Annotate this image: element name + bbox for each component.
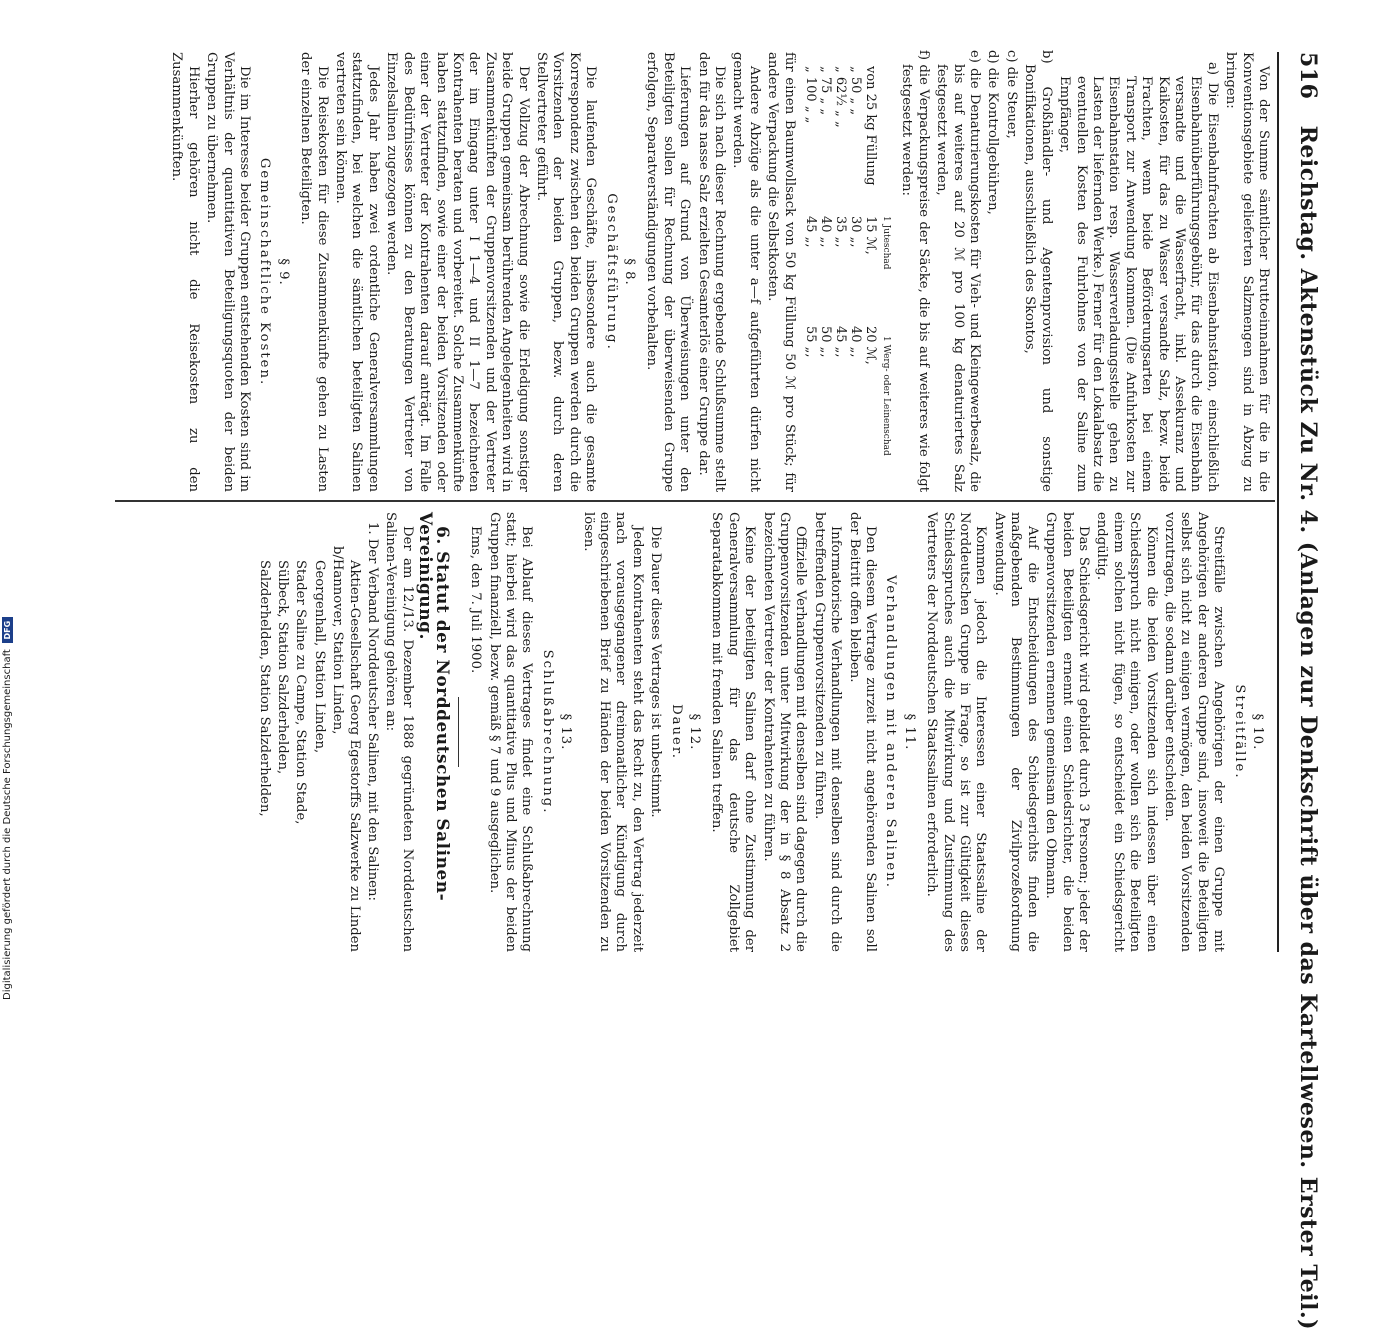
paragraph: Bei Ablauf dieses Vertrages findet eine Schlußabrechnung statt; hierbei wird das quantitative Plus und Minus der beiden Gruppen finanziell, bezw. gemäß § 7 und 9 ausgeglichen. [486,512,535,952]
list-item: Salzderhelden, Station Salzderhelden, [256,560,272,817]
table-cell: 50 „, [817,326,833,358]
section-heading: Dauer. [668,704,684,760]
paragraph: Lieferungen auf Grund von Überweisungen unter den Beteiligten sollen für Rechnung der überweisenden Gruppe erfolgen, Separatverständigungen vorbehalten. [644,52,693,492]
section-number: § 11. [901,713,917,751]
paragraph: Streitfälle zwischen Angehörigen der einen Gruppe mit Angehörigen der anderen Gruppe sind, insoweit die Beteiligten selbst sich nicht zu einigen vermögen, den beiden Vorsitzenden vorzutragen, die sodann darüber entscheiden. [1161,512,1227,952]
paragraph: Die im Interesse beider Gruppen entstehenden Kosten sind im Verhältnis der quantitativen Beteiligungsquoten der beiden Gruppen zu übernehmen. [204,52,253,492]
chapter-title: 6. Statut der Norddeutschen Salinen-Vereinigung. [415,512,452,902]
section-number: § 12. [687,713,702,751]
section-heading: Gemeinschaftliche Kosten. [257,157,273,387]
section-number: § 10. [1250,713,1265,751]
table-cell: 40 „, [817,216,833,248]
table-header-cell: 1 Werg- oder Leinenschad [881,336,892,456]
section-rule [458,697,459,767]
credit-text: Digitalisierung gefördert durch die Deutsche Forschungsgemeinschaft [1,649,13,1000]
table-cell: 55 „, [802,326,818,358]
section-heading: Geschäftsführung. [603,193,619,351]
table-cell: 20 ℳ, [862,326,878,365]
list-item: c) die Steuer, [1003,50,1019,139]
list-item: Sülbeck, Station Salzderhelden, [275,560,291,775]
right-column [253,512,1271,952]
list-item: Aktien-Gesellschaft Georg Egestorffs Salzwerke zu Linden b/Hannover, Station Linden, [330,546,362,952]
paragraph: Das Schiedsgericht wird gebildet durch 3 Personen; jeder der beiden Beteiligten ernennt einen Schiedsrichter, die beiden Gruppenvorsitzenden ernennen gemeinsam den Obmann. [1043,512,1091,952]
dfg-logo: DFG [2,617,13,643]
paragraph: Kommen jedoch die Interessen einer Staatssaline der Norddeutschen Gruppe in Frage, so ist zur Gültigkeit dieses Schiedsspruches auch die Mitwirkung und Zustimmung des Vertreters der Norddeutschen Staatssalinen erforderlich. [924,512,989,952]
list-item: b) Großhändler- und Agentenprovision und sonstige Bonifikationen, ausschließlich des Skontos, [1022,50,1054,492]
page-header [1281,52,1321,1330]
page-title: Reichstag. Aktenstück Zu Nr. 4. (Anlagen zur Denkschrift über das Kartellwesen. Erster Teil.) [1295,125,1321,1330]
paragraph: Jedes Jahr haben zwei ordentliche Generalversammlungen stattzufinden, bei welchen die sämtlichen beteiligten Salinen vertreten sein können. [333,52,381,492]
section-number: § 8. [622,258,637,286]
paragraph: Der Vollzug der Abrechnung sowie die Erledigung sonstiger beide Gruppen gemeinsam berührenden Angelegenheiten wird in Zusammenkünften der Gruppenvorsitzenden und der Vertreter der im Eingang unter I 1—4 und II 1—7 bezeichneten Kontrahenten beraten und vorbereitet. Solche Zusammenkünfte haben stattzufinden, sowie einer der beiden Vorsitzenden oder einer der Vertreter der Kontrahenten darauf anträgt. Im Falle des Bedürfnisses können zu den Beratungen Vertreter von Einzelsalinen zugezogen werden. [384,52,531,492]
table-cell: „ 62½ „ „ [832,66,848,128]
paragraph: für einen Baumwollsack von 50 kg Füllung 50 ℳ pro Stück; für andere Verpackung die Selbstkosten. [765,52,797,492]
table-row [848,66,863,492]
table-cell: 40 „, [847,326,863,358]
list-item: Stader Saline zu Campe, Station Stade, [293,560,309,825]
list-item: Georgenhall, Station Linden, [311,560,327,754]
digitization-credit [0,0,14,1000]
paragraph: Können die beiden Vorsitzenden sich indessen über einen Schiedsspruch nicht einigen, oder wollen sich die Beteiligten einem solchen nicht fügen, so entscheidet ein Schiedsgericht endgültig. [1094,512,1159,952]
paragraph: Die sich nach dieser Rechnung ergebende Schlußsumme stellt den für das nasse Salz erzielten Gesamterlös einer Gruppe dar. [695,52,728,492]
table-cell: 35 „, [832,216,848,248]
table-row [803,66,818,492]
table-row [833,66,848,492]
table-cell: 45 „, [802,216,818,248]
page-number: 516 [1295,52,1321,100]
paragraph: Von der Summe sämtlicher Bruttoeinnahmen für die in die Konventionsgebiete gelieferten Salzmengen sind in Abzug zu bringen: [1223,52,1271,492]
section-heading: Verhandlungen mit anderen Salinen. [883,575,899,889]
paragraph: Der am 12./13. Dezember 1888 gegründeten Norddeutschen Salinen-Vereinigung gehören an: [383,512,415,952]
paragraph: Jedem Kontrahenten steht das Recht zu, den Vertrag jederzeit nach vorausgegangener dreimonatlicher Kündigung durch eingeschriebenen Brief zu Händen der beiden Vorsitzenden zu lösen. [580,512,645,952]
section-number: § 13. [558,713,574,751]
sack-price-table [803,66,894,492]
paragraph: Andere Abzüge als die unter a—f aufgeführten dürfen nicht gemacht werden. [730,52,762,492]
table-cell: „ 75 „ „ [817,66,833,116]
section-heading: Streitfälle. [1231,684,1247,780]
paragraph: Die laufenden Geschäfte, insbesondere auch die gesamte Korrespondenz zwischen den beiden Gruppen werden durch die Vorsitzenden der beiden Gruppen, bezw. durch deren Stellvertreter geführt. [533,52,599,492]
table-cell: 45 „, [832,326,848,358]
paragraph: Offizielle Verhandlungen mit denselben sind dagegen durch die Gruppenvorsitzenden unter Mitwirkung der in § 8 Absatz 2 bezeichneten Vertreter der Kontrahenten zu führen. [760,512,809,952]
table-cell: 30 „, [847,216,863,248]
table-cell: 15 ℳ, [862,216,878,255]
paragraph: Keine der beteiligten Salinen darf ohne Zustimmung der Generalversammlung für das deutsche Zollgebiet Separatabkommen mit fremden Salinen treffen. [709,512,758,952]
column-divider [115,500,1275,502]
list-item: d) die Kontrollgebühren, [985,50,1001,215]
paragraph: Die Dauer dieses Vertrages ist unbestimmt. [648,526,664,818]
paragraph: Hierher gehören nicht die Reisekosten zu den Zusammenkünften. [169,52,201,492]
paragraph: Den diesem Vertrage zurzeit nicht angehörenden Salinen soll der Beitritt offen bleiben. [846,512,879,952]
paragraph: Informatorische Verhandlungen mit denselben sind durch die betreffenden Gruppenvorsitzenden zu führen. [811,512,844,952]
list-item: 1. Der Verband Norddeutscher Salinen, mit den Salinen: [365,522,381,901]
table-row [863,66,878,492]
paragraph: Die Reisekosten für diese Zusammenkünfte gehen zu Lasten der einzelnen Beteiligten. [298,52,330,492]
signoff-date: Ems, den 7. Juli 1900. [468,526,484,674]
table-header [878,216,894,492]
paragraph: Auf die Entscheidungen des Schiedsgerichts finden die maßgebenden Bestimmungen der Zivilprozeßordnung Anwendung. [991,512,1040,952]
table-cell: von 25 kg Füllung [862,66,878,186]
list-item: f) die Verpackungspreise der Säcke, die bis auf weiteres wie folgt festgesetzt werden: [899,50,931,492]
left-column [166,52,1271,492]
header-rule [1277,52,1279,952]
table-header-cell: 1 Juteschad [881,216,892,270]
list-item: e) die Denaturierungskosten für Vieh- und Kleingewerbesalz, die bis auf weiteres auf 20 ℳ pro 100 kg denaturiertes Salz festgesetzt werden, [934,50,983,492]
table-cell: „ 100 „ „ [802,66,818,124]
table-cell: „ 50 „ „ [847,66,863,116]
section-number: § 9. [275,258,291,286]
section-heading: Schlußabrechnung. [539,649,555,815]
list-item: a) Die Eisenbahnfrachten ab Eisenbahnstation, einschließlich Eisenbahnüberführungsgebühr, für das durch die Eisenbahn versandte und die Wasserfracht, inkl. Assekuranz und Kaikosten, für das zu Wasser versandte Salz, bezw. beide Frachten, wenn beide Beförderungsarten bei einem Transport zur Anwendung kommen. (Die Anfuhrkosten zur Eisenbahnstation resp. Wasserverladungsstelle gehen zu Lasten der liefernden Werke.) Ferner für den Lokalabsatz die eventuellen Kosten des Fuhrlohnes von der Saline zum Empfänger, [1057,62,1220,492]
table-row [818,66,833,492]
